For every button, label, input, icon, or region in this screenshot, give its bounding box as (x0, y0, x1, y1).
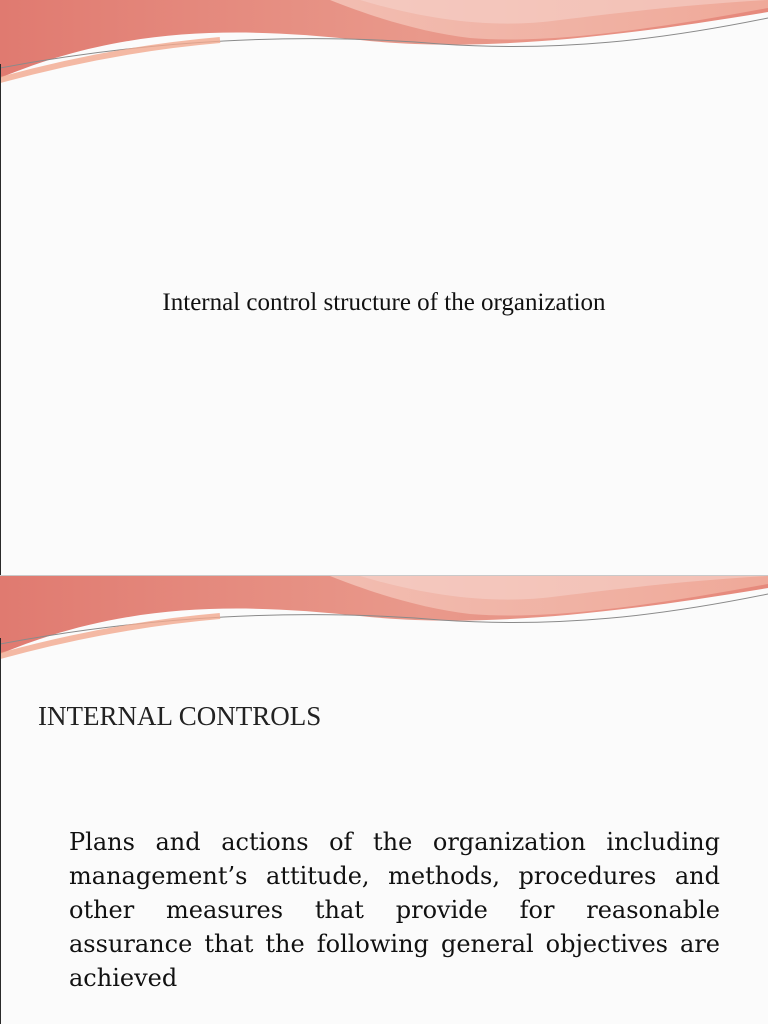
slide-2-body-text: Plans and actions of the organization including management’s attitude, methods, procedures and other measures that provide for reasonable assurance that the following general objectives are achieved (69, 828, 720, 992)
slide-2-swoosh-decoration (0, 576, 768, 671)
slide-2-heading: INTERNAL CONTROLS (38, 701, 322, 731)
slide-1-edge-line (0, 64, 1, 575)
slide-2-edge-line (0, 638, 1, 1024)
slide-1-title: Internal control structure of the organization (162, 289, 606, 316)
slide-2 (0, 576, 768, 1024)
slide-1-swoosh-decoration (0, 0, 768, 95)
